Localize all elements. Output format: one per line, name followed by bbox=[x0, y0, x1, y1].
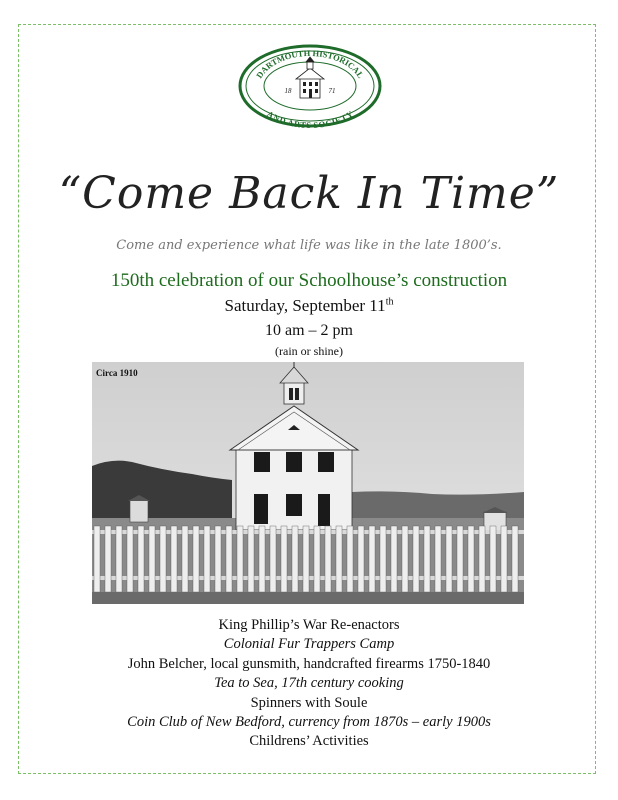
weather-note: (rain or shine) bbox=[275, 344, 343, 358]
main-title: “Come Back In Time” bbox=[58, 168, 560, 219]
list-item: John Belcher, local gunsmith, handcrafted firearms 1750-1840 bbox=[127, 655, 491, 672]
logo-year-right: 71 bbox=[328, 87, 336, 95]
subtitle: Come and experience what life was like in the late 1800’s. bbox=[116, 238, 502, 253]
logo-bottom-text: AND ARTS SOCIETY bbox=[265, 108, 355, 128]
list-item: Tea to Sea, 17th century cooking bbox=[214, 675, 404, 692]
list-item: Colonial Fur Trappers Camp bbox=[223, 636, 395, 653]
society-logo bbox=[238, 44, 382, 128]
list-item: King Phillip’s War Re-enactors bbox=[218, 617, 400, 633]
list-item: Childrens’ Activities bbox=[249, 733, 369, 750]
list-item: Spinners with Soule bbox=[250, 694, 368, 711]
event-date bbox=[0, 296, 618, 316]
logo-year-left: 18 bbox=[284, 87, 292, 95]
list-item: Coin Club of New Bedford, currency from 1870s – early 1900s bbox=[127, 714, 491, 731]
event-time: 10 am – 2 pm bbox=[265, 322, 353, 339]
event-date-text: Saturday, September 11 bbox=[224, 296, 386, 315]
event-list bbox=[0, 616, 618, 752]
event-date-suffix: th bbox=[385, 296, 394, 308]
photo-caption: Circa 1910 bbox=[96, 368, 138, 378]
celebration-heading: 150th celebration of our Schoolhouse’s construction bbox=[110, 270, 508, 291]
schoolhouse-photo bbox=[92, 362, 524, 604]
logo-top-text: DARTMOUTH HISTORICAL bbox=[254, 47, 366, 80]
